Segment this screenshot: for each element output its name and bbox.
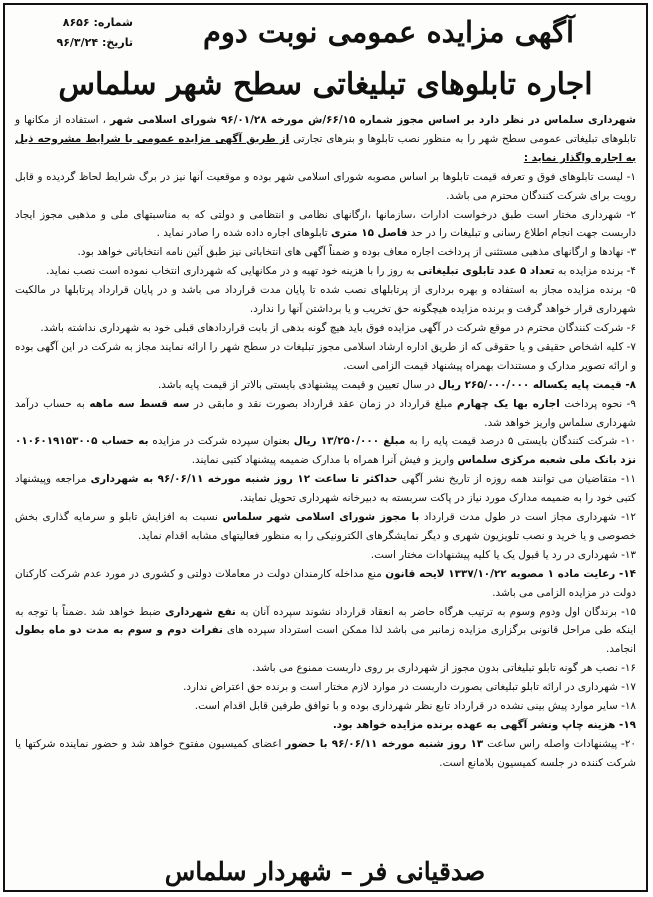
condition-item <box>15 262 636 281</box>
condition-text: ۷- کلیه اشخاص حقیقی و یا حقوقی که از طریق اداره ارشاد اسلامی مجوز تبلیغات در سطح شهر را ارائه نمایند مجاز به شرکت در این آگهی بوده و ارائه تصویر مدارک و مستندات بهمراه پیشنهاد قیمت الزامی است. <box>15 340 636 372</box>
condition-text: ۱۷- شهرداری در ارائه تابلو تبلیغاتی بصورت داربست در موارد لازم مختار است و برنده حق اعتراض ندارد. <box>183 681 636 694</box>
condition-text: به حساب درآمد شهرداری سلماس واریز خواهد شد. <box>15 397 636 429</box>
condition-text: در سال تعیین و قیمت پیشنهادی بایستی بالاتر از قیمت پایه باشد. <box>157 378 439 391</box>
condition-item <box>15 432 636 470</box>
condition-item <box>15 168 636 206</box>
condition-text: ۵- برنده مزایده مجاز به استفاده و بهره برداری از پرتابلهای نصب شده تا پایان مدت قرارداد می باشد و در پایان قرارداد پرتابلها در مالکیت شهرداری قرار خواهد گرفت و برنده مزایده هیچگونه حق تخریب و یا برداشتن آنها را ندارد. <box>15 284 636 316</box>
condition-emphasis: ۸- قیمت پایه یکساله ۲۶۵/۰۰۰/۰۰۰ ریال <box>438 378 636 391</box>
condition-item <box>15 735 636 773</box>
condition-emphasis: با مجوز شورای اسلامی شهر سلماس <box>222 511 420 524</box>
condition-emphasis: سه قسط سه ماهه <box>89 397 190 410</box>
intro-permit: شماره ۶۶/۱۵/ش مورخه ۹۶/۰۱/۲۸ شورای اسلامی شهر <box>109 114 393 126</box>
condition-emphasis: حداکثر تا ساعت ۱۲ روز شنبه مورخه ۹۶/۰۶/۱۱ به شهرداری <box>90 473 398 486</box>
condition-text: منع مداخله کارمندان دولت در معاملات دولتی و کشوری در مورد عدم شرکت کارکنان دولت در مزایده الزامی می باشد. <box>15 567 636 599</box>
condition-emphasis: نفع شهرداری <box>164 605 236 618</box>
condition-text: ضبط خواهد شد .ضمناً با توجه به اینکه طی مراحل قانونی برگزاری مزایده زمانبر می باشد لذا ممکن است استرداد سپرده های <box>15 605 636 637</box>
notice-subtitle: اجاره تابلوهای تبلیغاتی سطح شهر سلماس <box>58 67 593 102</box>
condition-item <box>15 319 636 338</box>
condition-emphasis: نفرات دوم و سوم به مدت دو ماه بطول <box>15 624 223 637</box>
reference-date: تاریخ: ۹۶/۳/۲۴ <box>56 36 133 49</box>
condition-text: ۱۰- شرکت کنندگان بایستی ۵ درصد قیمت پایه را به <box>405 435 636 448</box>
condition-text: ۴- برنده مزایده به <box>554 265 636 278</box>
condition-text: ۱۱- متقاضیان می توانند همه روزه از تاریخ نشر آگهی <box>397 473 636 486</box>
intro-paragraph <box>15 111 636 168</box>
condition-emphasis: تعداد ۵ عدد تابلوی تبلیغاتی <box>417 265 555 278</box>
condition-text: بعنوان سپرده شرکت در مزایده <box>148 435 294 448</box>
condition-item <box>15 565 636 603</box>
condition-item <box>15 206 636 244</box>
notice-title: آگهی مزایده عمومی نوبت دوم <box>202 15 575 49</box>
condition-item <box>15 546 636 565</box>
condition-text: ۳- نهادها و ارگانهای مذهبی مستثنی از پرداخت اجاره معاف بوده و ضمناً آگهی های انتخاباتی نیز طبق آئین نامه انتخاباتی خواهد بود. <box>77 246 636 259</box>
condition-text: ۹- نحوه پرداخت <box>559 397 636 410</box>
condition-emphasis: ۱۹- هزینه چاپ ونشر آگهی به عهده برنده مزایده خواهد بود. <box>332 719 636 731</box>
condition-text: ۱۵- برندگان اول ودوم وسوم به ترتیب هرگاه حاضر به انعقاد قرارداد نشوند سپرده آنان به <box>235 605 636 618</box>
condition-text: مبلغ قرارداد در زمان عقد قرارداد بصورت نقد و مابقی در <box>189 397 458 410</box>
condition-item <box>15 697 636 716</box>
condition-text: ۱۲- شهرداری مجاز است در طول مدت قرارداد <box>419 511 636 524</box>
notice-body <box>15 111 636 773</box>
intro-lead: شهرداری سلماس در نظر دارد بر اساس مجوز <box>392 114 636 126</box>
reference-number: شماره: ۸۶۵۶ <box>62 16 133 29</box>
notice-frame <box>3 3 648 892</box>
condition-item <box>15 603 636 660</box>
condition-text: انجامد. <box>606 643 636 656</box>
mayor-signature: صدقیانی فر – شهردار سلماس <box>164 857 486 886</box>
condition-text: مراجعه وپیشنهاد کتبی خود را به ضمیمه مدارک مورد نیاز در پاکت سربسته به دبیرخانه شهرداری تحویل نمایند. <box>15 473 636 505</box>
condition-emphasis: فاصل ۱۵ متری <box>330 227 408 240</box>
condition-text: اعضای کمیسیون مفتوح خواهد شد و حضور نماینده شرکتها یا شرکت کننده در جلسه کمیسیون بلامانع است. <box>15 737 636 769</box>
condition-emphasis: اجاره بها یک چهارم <box>457 397 560 410</box>
condition-item <box>15 376 636 395</box>
condition-text: ۶- شرکت کنندگان محترم در موقع شرکت در آگهی مزایده فوق باید هیچ گونه بدهی از بابت قراردادهای قبلی خود به شهرداری نداشته باشد. <box>40 321 636 334</box>
condition-text: نسبت به افزایش تابلو و سرمایه گذاری بخش خصوصی و یا خرید و نصب تلویزیون شهری و دیگر نمایشگرهای الکترونیکی را به منظور فعالیتهای مشابه اقدام نماید. <box>15 511 636 542</box>
intro-text: ، استفاده از مکانها و تابلوهای تبلیغاتی عمومی سطح شهر را به منظور نصب تابلوها و بنرهای تجارتی <box>15 114 636 145</box>
condition-item <box>15 716 636 735</box>
condition-text: واریز و فیش آنرا همراه با مدارک ضمیمه پیشنهاد کتبی نمایند. <box>191 454 458 467</box>
condition-emphasis: ۱۳ روز شنبه مورخه ۹۶/۰۶/۱۱ با حضور <box>285 737 484 750</box>
condition-text: ۱- لیست تابلوهای فوق و تعرفه قیمت تابلوها بر اساس مصوبه شورای اسلامی شهر بوده و موقعیت آنها نیز در برگ شرایط لحاظ گردیده و قابل رویت برای شرکت کنندگان محترم می باشد. <box>15 170 636 202</box>
notice-header <box>5 5 650 63</box>
reference-block <box>13 13 133 53</box>
condition-emphasis: مبلغ ۱۳/۲۵۰/۰۰۰ ریال <box>293 435 406 448</box>
condition-item <box>15 395 636 433</box>
condition-emphasis: به حساب ۰۱۰۶۰۱۹۱۵۳۰۰۵ نزد بانک ملی شعبه مرکزی سلماس <box>15 435 636 467</box>
condition-text: ۲- شهرداری مختار است طبق درخواست ادارات ،سازمانها ،ارگانهای نظامی و انتظامی و دولتی که به مناسبتهای ملی و مذهبی مجوز ایجاد داربست جهت انجام اطلاع رسانی و تبلیغات را در حد <box>15 208 636 240</box>
condition-text: به روز را با هزینه خود تهیه و در مکانهایی که شهرداری انتخاب نموده است نصب نماید. <box>46 265 418 278</box>
condition-text: ۲۰- پیشنهادات واصله راس ساعت <box>483 737 636 750</box>
intro-conditions: از طریق آگهی مزایده عمومی با شرایط مشروحه ذیل به اجاره واگذار نماید : <box>15 132 636 164</box>
condition-text: ۱۳- شهرداری در رد یا قبول یک یا کلیه پیشنهادات مختار است. <box>370 548 636 561</box>
condition-emphasis: ۱۴- رعایت ماده ۱ مصوبه ۱۳۳۷/۱۰/۲۲ لایحه قانون <box>385 567 637 580</box>
condition-item <box>15 338 636 376</box>
condition-item <box>15 470 636 508</box>
condition-text: تابلوهای اجاره داده شده را صادر نماید . <box>156 227 331 240</box>
condition-text: ۱۶- نصب هر گونه تابلو تبلیغاتی بدون مجوز از شهرداری بر روی داربست ممنوع می باشد. <box>252 662 636 675</box>
condition-item <box>15 243 636 262</box>
condition-text: ۱۸- سایر موارد پیش بینی نشده در قرارداد تابع نظر شهرداری بوده و با توافق طرفین قابل اقدام است. <box>194 700 636 713</box>
conditions-list <box>15 168 636 773</box>
condition-item <box>15 678 636 697</box>
notice-footer <box>5 853 646 891</box>
condition-item <box>15 281 636 319</box>
condition-item <box>15 659 636 678</box>
condition-item <box>15 508 636 546</box>
